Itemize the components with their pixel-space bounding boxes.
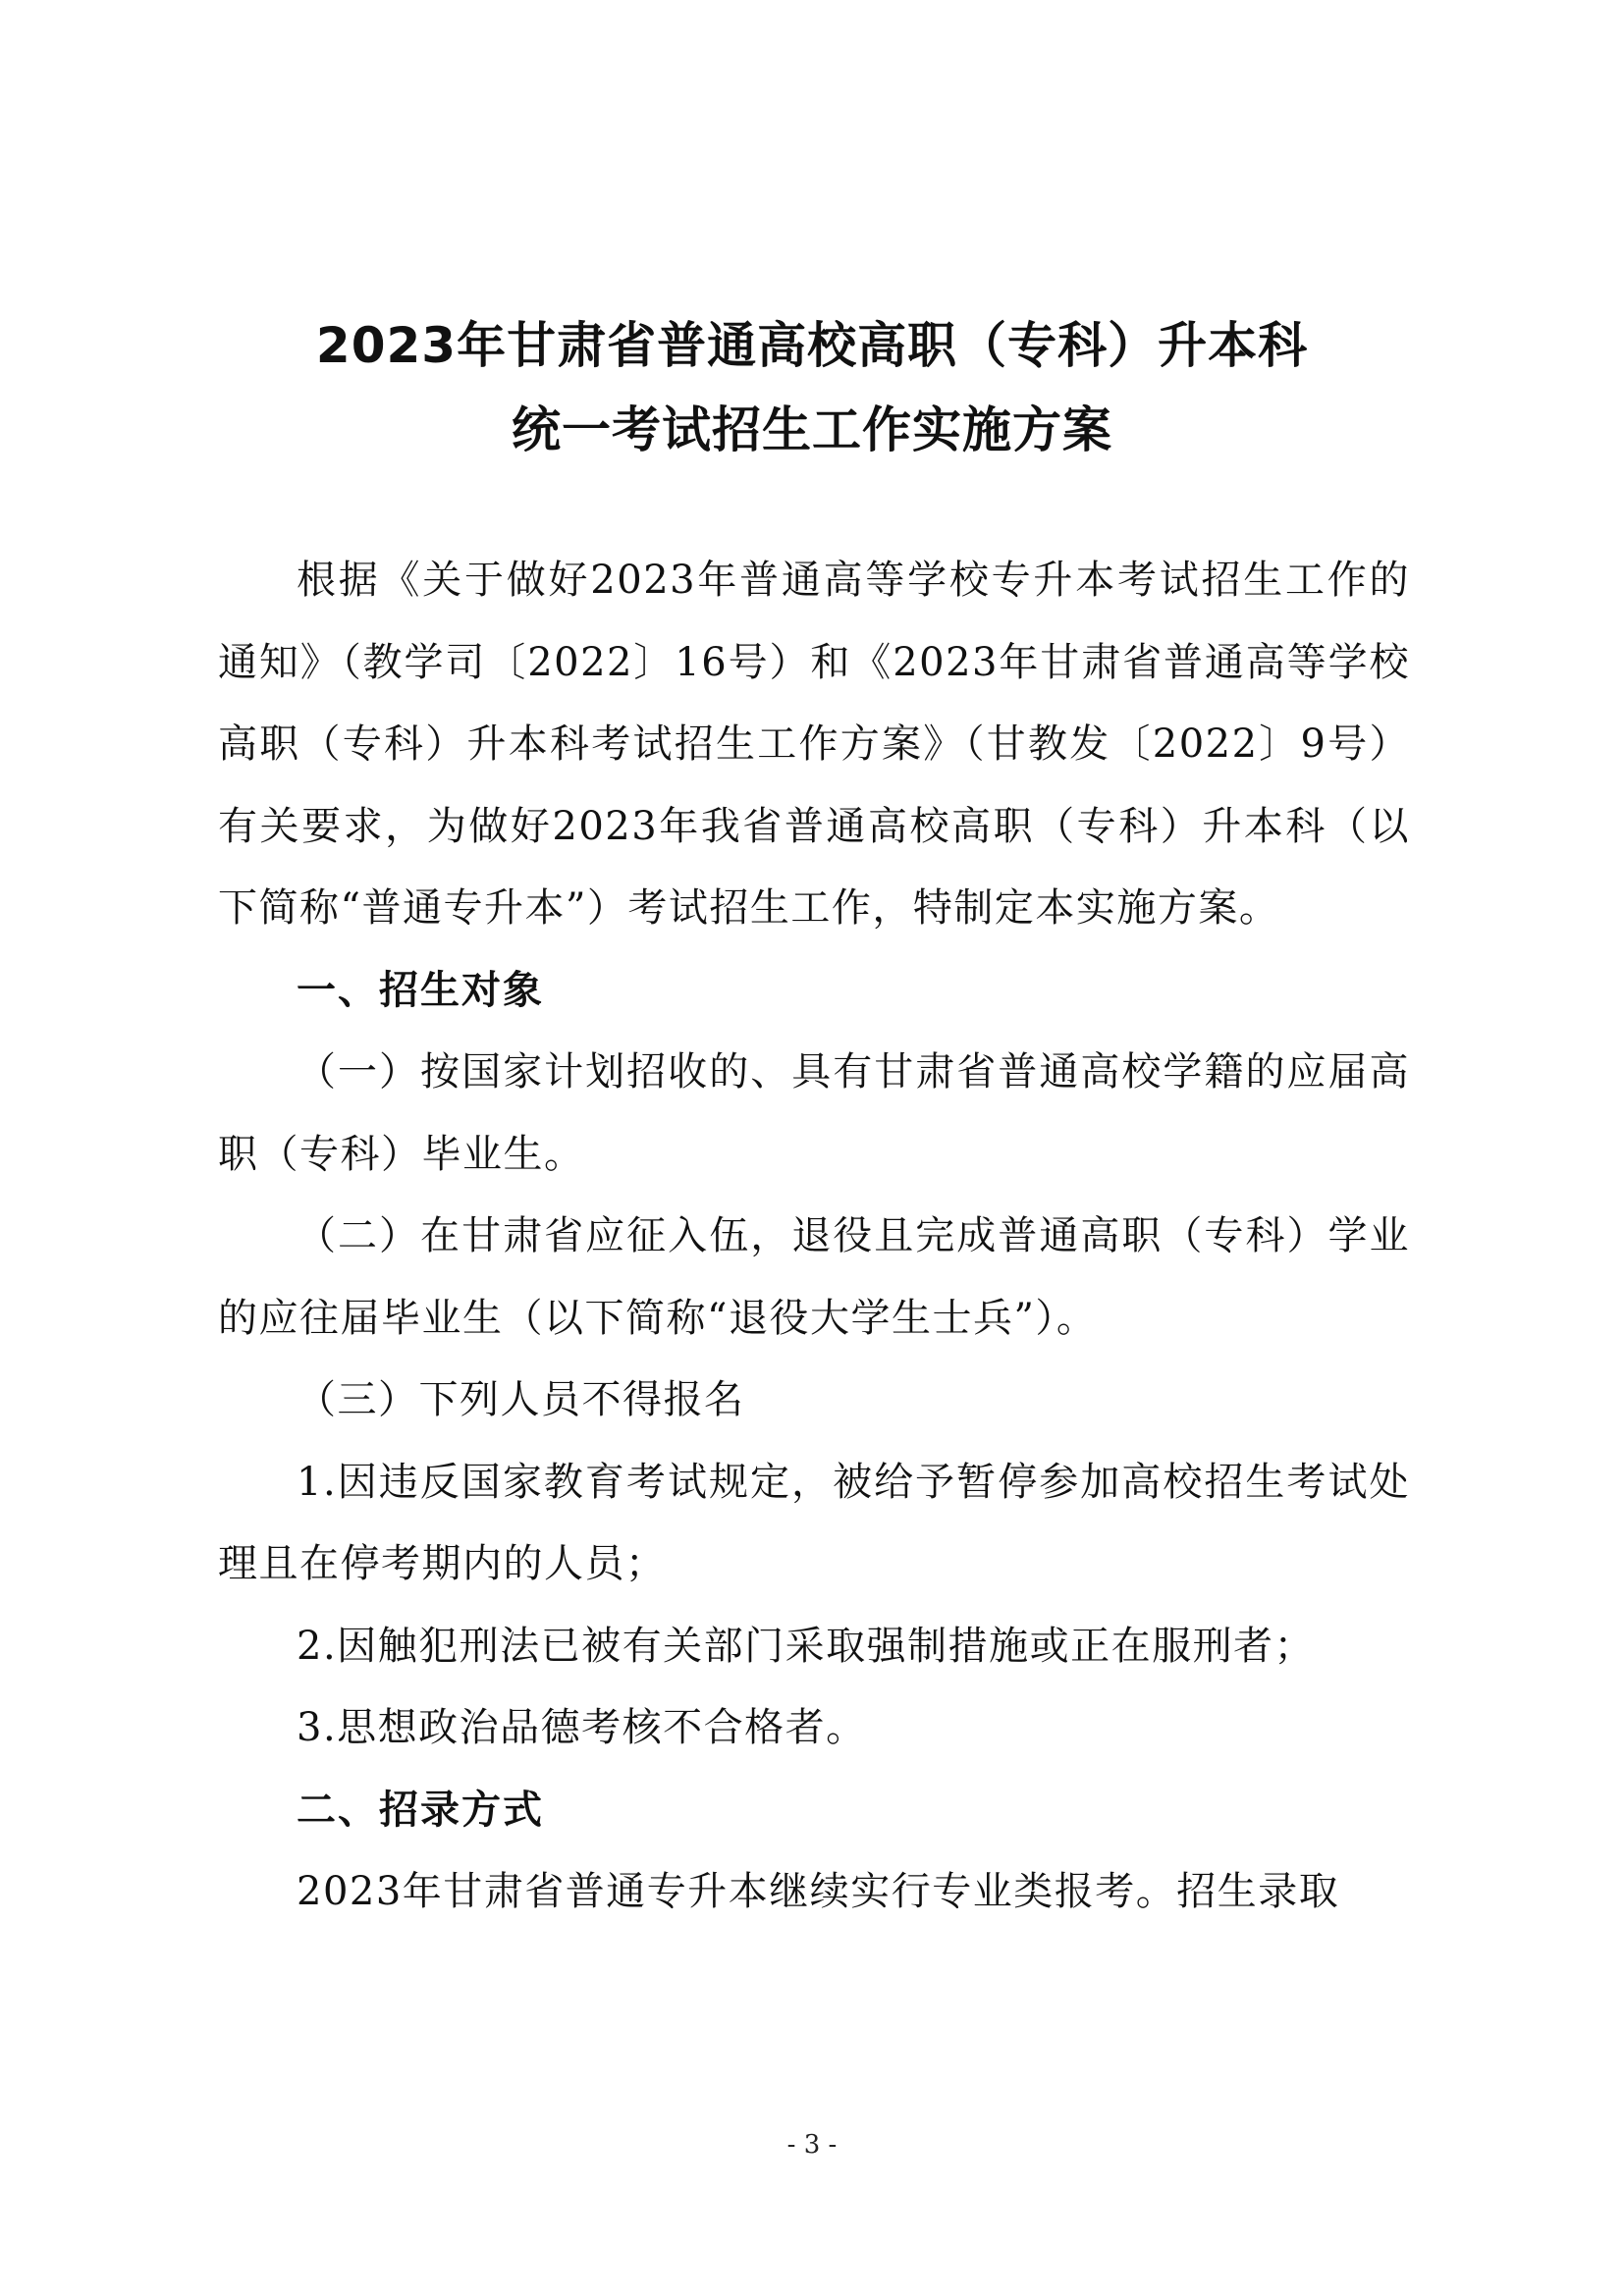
section-heading-admission-method: 二、招录方式 [297, 1787, 544, 1833]
exclusion-item-1: 1.因违反国家教育考试规定，被给予暂停参加高校招生考试处理且在停考期内的人员； [218, 1459, 1410, 1586]
admission-method-paragraph: 2023年甘肃省普通专升本继续实行专业类报考。招生录取 [297, 1869, 1340, 1914]
document-title-line-2: 统一考试招生工作实施方案 [512, 401, 1112, 458]
section-heading-admission-targets: 一、招生对象 [297, 967, 544, 1013]
document-title-line-1: 2023年甘肃省普通高校高职（专科）升本科 [315, 317, 1309, 374]
intro-paragraph: 根据《关于做好2023年普通高等学校专升本考试招生工作的通知》（教学司〔2022〕16号）和《2023年甘肃省普通高等学校高职（专科）升本科考试招生工作方案》（甘教发〔2022〕9号）有关要求，为做好2023年我省普通高校高职（专科）升本科（以下简称“普通专升本”）考试招生工作，特制定本实施方案。 [218, 558, 1410, 931]
admission-item-2: （二）在甘肃省应征入伍，退役且完成普通高职（专科）学业的应往届毕业生（以下简称“退役大学生士兵”）。 [218, 1213, 1410, 1341]
exclusion-item-2: 2.因触犯刑法已被有关部门采取强制措施或正在服刑者； [297, 1623, 1316, 1669]
exclusion-item-3: 3.思想政治品德考核不合格者。 [297, 1705, 867, 1750]
page-number: - 3 - [786, 2130, 838, 2160]
document-body [218, 540, 1410, 1934]
admission-item-3: （三）下列人员不得报名 [297, 1377, 745, 1422]
admission-item-1: （一）按国家计划招收的、具有甘肃省普通高校学籍的应届高职（专科）毕业生。 [218, 1049, 1410, 1177]
